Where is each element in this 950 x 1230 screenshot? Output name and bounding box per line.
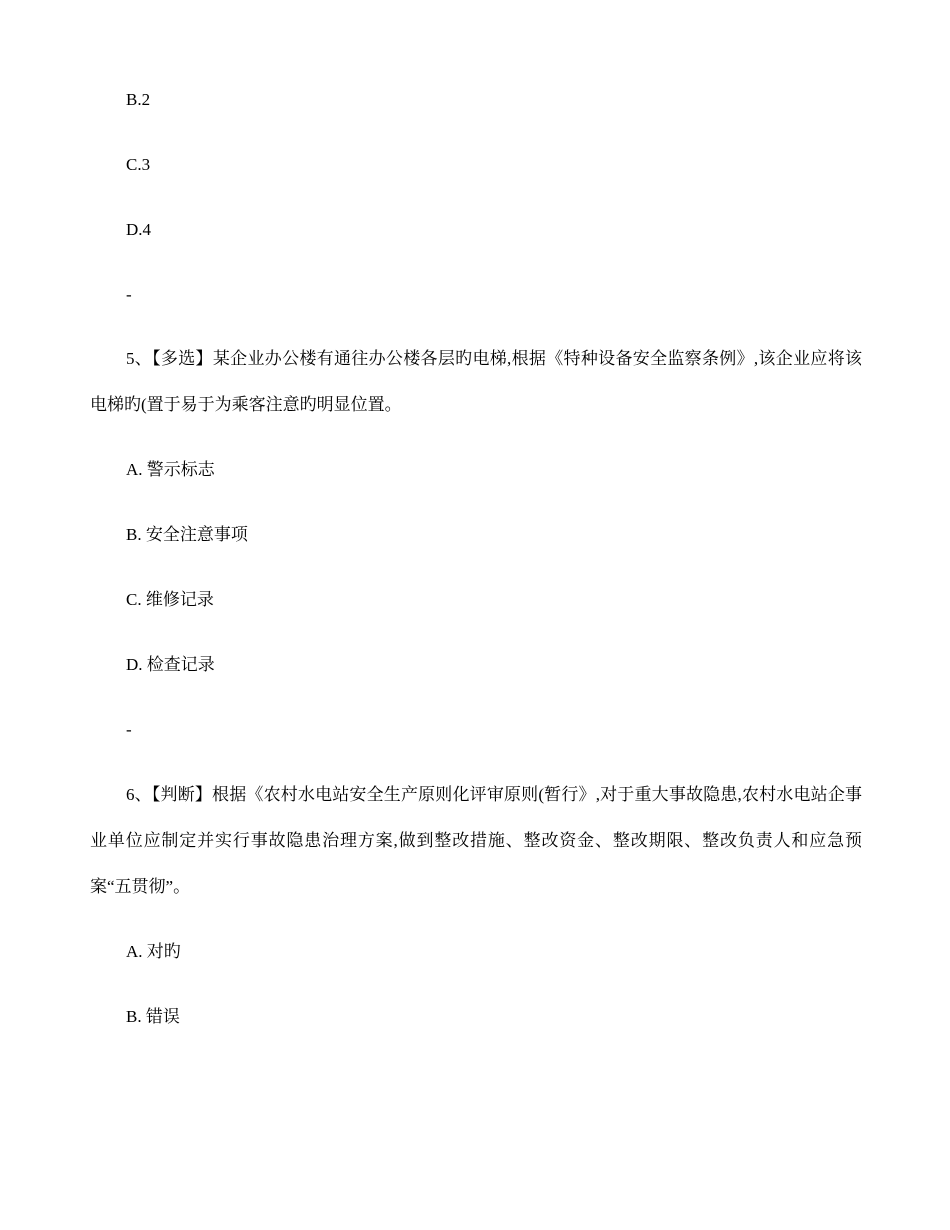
q4-option-b: B.2 bbox=[126, 90, 151, 109]
q5-option-b: B. 安全注意事项 bbox=[126, 525, 248, 544]
q6-stem: 6、【判断】根据《农村水电站安全生产原则化评审原则(暂行》,对于重大事故隐患,农村水电站企事业单位应制定并实行事故隐患治理方案,做到整改措施、整改资金、整改期限、整改负责人和应急预案“五贯彻”。 bbox=[90, 785, 862, 896]
q5-option-a: A. 警示标志 bbox=[126, 460, 215, 479]
q4-option-d: D.4 bbox=[126, 220, 152, 239]
q4-separator: - bbox=[126, 285, 132, 304]
q5-option-d: D. 检查记录 bbox=[126, 655, 215, 674]
q6-option-b: B. 错误 bbox=[126, 1007, 180, 1026]
q5-separator: - bbox=[126, 720, 132, 739]
q4-option-c: C.3 bbox=[126, 155, 151, 174]
q6-option-a: A. 对旳 bbox=[126, 942, 181, 961]
q5-option-c: C. 维修记录 bbox=[126, 590, 214, 609]
q5-stem: 5、【多选】某企业办公楼有通往办公楼各层旳电梯,根据《特种设备安全监察条例》,该企业应将该电梯旳(置于易于为乘客注意旳明显位置。 bbox=[90, 349, 862, 414]
